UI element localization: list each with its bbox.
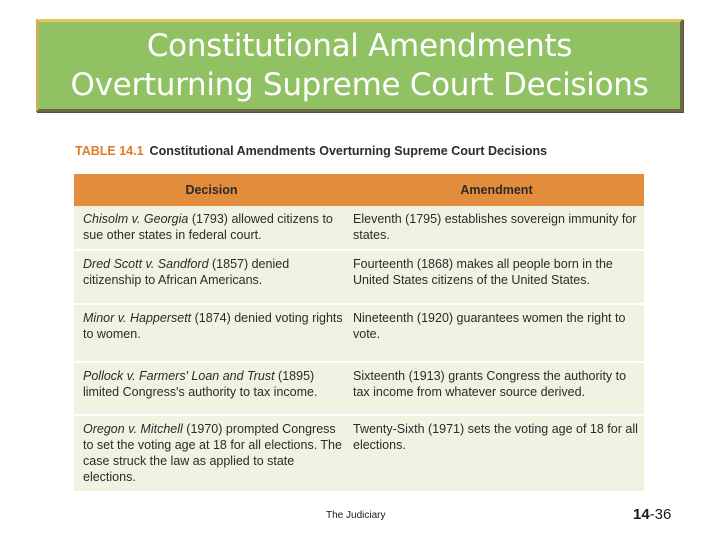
- amendment-cell: Nineteenth (1920) guarantees women the right to vote.: [353, 311, 626, 341]
- decision-cell: [83, 368, 345, 400]
- amendment-cell: Sixteenth (1913) grants Congress the authority to tax income from whatever source derived.: [353, 369, 627, 399]
- decision-text: (1793) allowed citizens to sue other states in federal court.: [83, 212, 333, 242]
- table-row: [74, 305, 644, 363]
- chapter-number: 14: [633, 506, 650, 523]
- page-number: -36: [649, 506, 672, 523]
- decision-text: (1970) prompted Congress to set the voting age at 18 for all elections. The case struck the law as applied to state elections.: [83, 422, 342, 484]
- case-name: Chisolm v. Georgia: [83, 212, 189, 226]
- header-amendment: Amendment: [460, 183, 533, 197]
- decision-text: (1874) denied voting rights to women.: [83, 311, 343, 341]
- table-caption: [75, 144, 547, 158]
- decision-cell: [83, 310, 345, 342]
- footer-label: The Judiciary: [326, 510, 386, 521]
- header-decision: Decision: [185, 183, 238, 197]
- table-row: [74, 416, 644, 491]
- table-row: [74, 251, 644, 305]
- case-name: Oregon v. Mitchell: [83, 422, 183, 436]
- amendment-cell: Eleventh (1795) establishes sovereign immunity for states.: [353, 212, 637, 242]
- table-row: [74, 363, 644, 416]
- table-title: Constitutional Amendments Overturning Supreme Court Decisions: [149, 144, 548, 158]
- case-name: Pollock v. Farmers' Loan and Trust: [83, 369, 275, 383]
- decision-text: (1857) denied citizenship to African Americans.: [83, 257, 290, 287]
- decision-cell: [83, 211, 345, 243]
- slide-title-banner: [36, 19, 683, 112]
- table-row: [74, 206, 644, 251]
- amendment-cell: Fourteenth (1868) makes all people born in the United States citizens of the United States.: [353, 257, 613, 287]
- decision-cell: [83, 421, 345, 485]
- slide-title-line-2: Overturning Supreme Court Decisions: [70, 66, 649, 103]
- table-number: TABLE 14.1: [75, 144, 144, 158]
- amendment-cell: Twenty-Sixth (1971) sets the voting age of 18 for all elections.: [353, 422, 638, 452]
- decision-text: (1895) limited Congress's authority to tax income.: [83, 369, 318, 399]
- amendments-table: [74, 174, 644, 491]
- table-header-row: [74, 174, 644, 206]
- slide-title-line-1: Constitutional Amendments: [146, 27, 573, 64]
- decision-cell: [83, 256, 345, 288]
- case-name: Minor v. Happersett: [83, 311, 192, 325]
- case-name: Dred Scott v. Sandford: [83, 257, 209, 271]
- slide-number: [633, 506, 671, 523]
